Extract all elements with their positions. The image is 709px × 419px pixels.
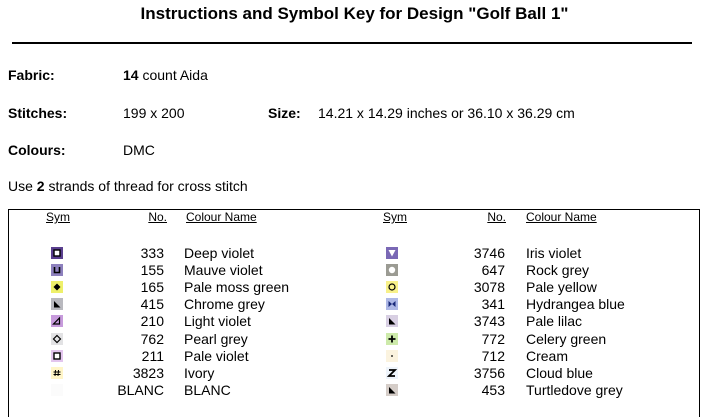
strands-post: strands of thread for cross stitch [44,178,248,194]
left-colour-number: 210 [140,313,164,330]
fabric-type: count Aida [138,67,208,83]
left-name-header: Colour Name [186,210,257,224]
stitches-label: Stitches: [8,105,68,121]
plus-icon [386,333,398,345]
right-colour-number: 3078 [473,279,505,296]
triangle-outline-icon [51,315,63,327]
left-colour-number: 333 [140,245,164,261]
left-colour-name: BLANC [184,381,231,398]
fabric-label: Fabric: [8,67,55,83]
hollow-square-icon [51,247,63,259]
circle-outline-icon [386,281,398,293]
right-colour-name: Cream [526,347,569,364]
right-colour-name: Turtledove grey [526,381,623,398]
right-colour-name: Hydrangea blue [526,296,625,313]
right-no-header: No. [487,210,506,224]
right-colour-name: Rock grey [526,262,590,279]
u-icon [51,264,63,276]
left-colour-number: 211 [141,347,164,364]
hollow-square-icon [51,350,63,362]
right-sym-header: Sym [383,210,407,224]
hash-icon [51,367,63,379]
right-colour-number: 453 [481,381,505,398]
triangle-corner-icon [386,384,398,396]
right-colour-number: 3756 [473,364,505,381]
left-colour-number: 3823 [132,364,164,381]
diamond-outline-icon [51,333,63,345]
size-label: Size: [268,105,301,121]
left-colour-number: 155 [140,262,164,279]
right-colour-name: Iris violet [526,245,582,261]
triangle-corner-icon [386,315,398,327]
dot-icon [386,350,398,362]
right-colour-number: 3746 [473,245,505,261]
left-colour-name: Light violet [184,313,251,330]
left-colour-number: 762 [140,330,164,347]
circle-icon [386,264,398,276]
size-value: 14.21 x 14.29 inches or 36.10 x 36.29 cm [318,105,575,121]
stitches-value: 199 x 200 [123,105,185,121]
left-colour-name: Mauve violet [184,262,263,279]
right-colour-name: Pale yellow [526,279,597,296]
right-colour-name: Pale lilac [526,313,583,330]
left-colour-number: 415 [140,296,164,313]
left-no-header: No. [148,210,167,224]
left-colour-name: Pale moss green [184,279,290,296]
left-colour-name: Pale violet [184,347,249,364]
strands-pre: Use [8,178,37,194]
right-colour-number: 772 [481,330,505,347]
left-sym-header: Sym [46,210,70,224]
down-triangle-icon [386,247,398,259]
page-title: Instructions and Symbol Key for Design "Golf Ball 1" [140,4,569,23]
right-colour-number: 712 [481,347,505,364]
colours-value: DMC [123,142,155,158]
right-colour-name: Cloud blue [526,364,593,381]
left-colour-name: Pearl grey [184,330,248,347]
left-colour-name: Chrome grey [184,296,265,313]
left-colour-number: 165 [140,279,164,296]
strands-note [8,178,248,194]
right-name-header: Colour Name [526,210,597,224]
colours-label: Colours: [8,142,66,158]
z-icon [386,367,398,379]
right-colour-number: 647 [481,262,505,279]
right-colour-number: 3743 [473,313,505,330]
left-colour-name: Deep violet [184,245,255,261]
title-divider [12,42,692,44]
left-colour-number: BLANC [117,381,164,398]
fabric-value [123,67,208,83]
strands-count: 2 [36,178,45,194]
diamond-icon [51,281,63,293]
blank-icon [51,384,63,396]
left-colour-name: Ivory [184,364,215,381]
right-colour-number: 341 [481,296,505,313]
right-colour-name: Celery green [526,330,607,347]
bowtie-icon [386,298,398,310]
triangle-corner-icon [51,298,63,310]
fabric-count: 14 [123,67,139,83]
